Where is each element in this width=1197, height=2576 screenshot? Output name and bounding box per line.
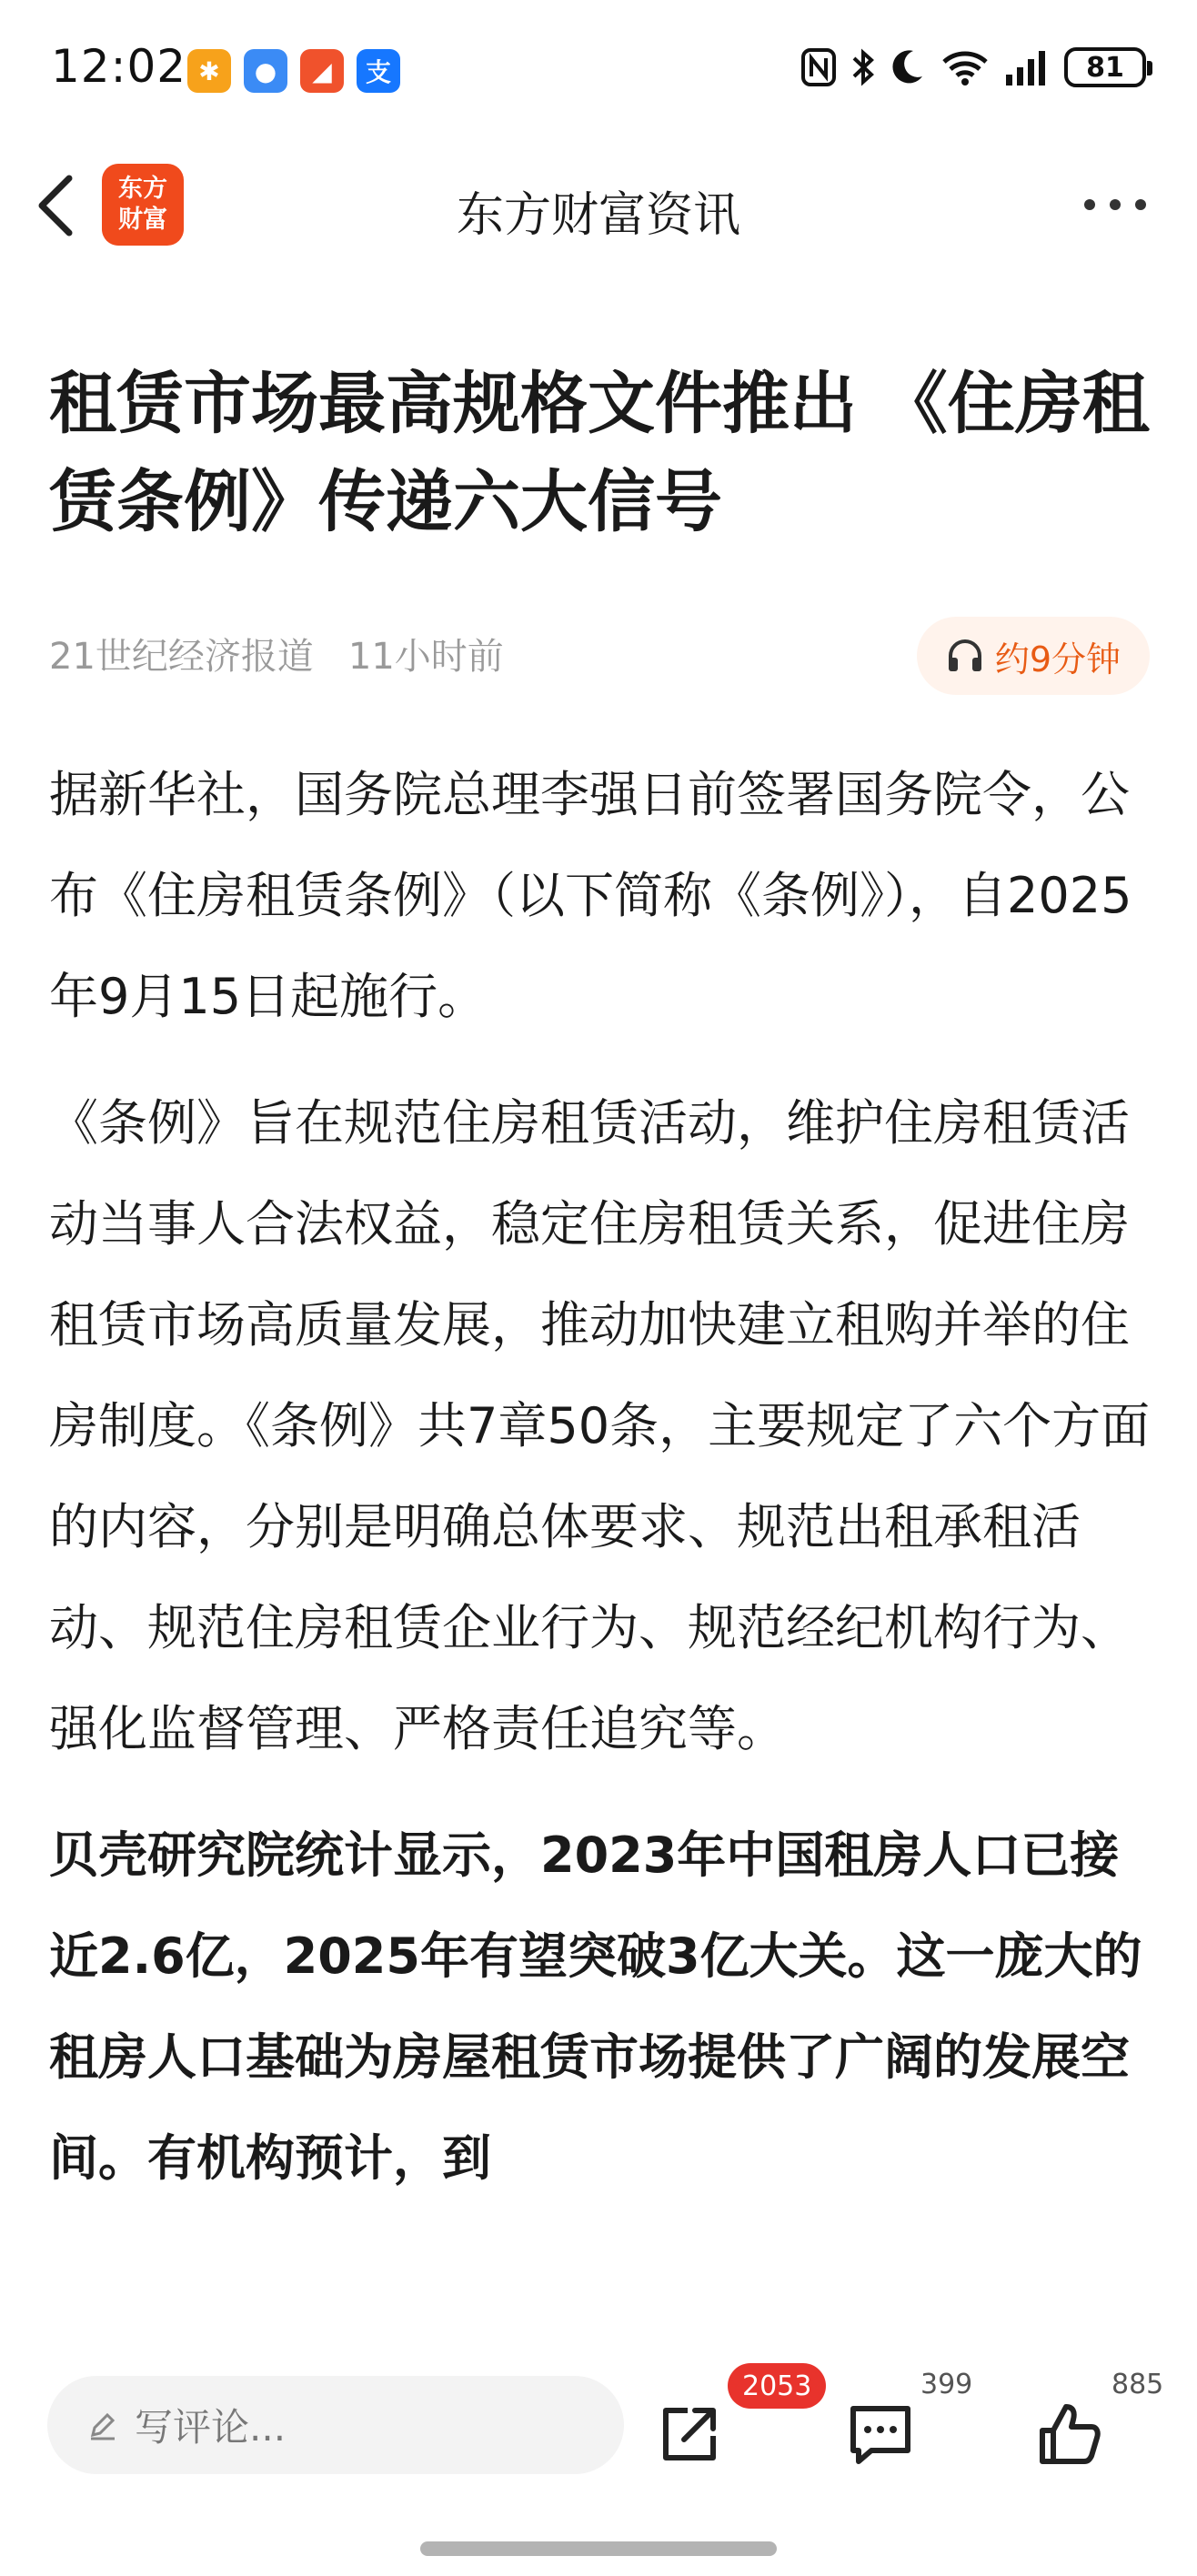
page-title: 东方财富资讯 [456,188,740,243]
wifi-icon [940,47,990,87]
article-body [49,744,1152,2234]
article-time: 11小时前 [347,636,504,678]
pencil-icon [87,2410,118,2440]
share-icon[interactable] [653,2398,726,2470]
comment-icon[interactable] [844,2398,917,2470]
alipay-notification-icon: 支 [357,49,400,93]
bluetooth-icon [851,47,875,87]
comment-input[interactable] [47,2376,624,2474]
signal-icon [1004,47,1050,87]
comment-count: 399 [920,2369,973,2400]
app-notification-icon: ◢ [300,49,344,93]
battery-indicator: 81 [1064,47,1146,87]
listen-duration: 约9分钟 [994,639,1121,679]
brand-logo-line2: 财富 [118,206,167,234]
article-meta [49,628,504,679]
home-indicator[interactable] [420,2541,777,2556]
headphones-icon [946,638,984,674]
brand-logo-line1: 东方 [118,175,167,203]
top-navigation-bar [0,136,1197,273]
app-notification-icon: ✱ [187,49,231,93]
more-dot [1084,199,1095,210]
more-options-icon[interactable] [1084,182,1146,227]
do-not-disturb-moon-icon [890,47,926,87]
more-dot [1135,199,1146,210]
system-icons [800,47,1146,87]
more-dot [1110,199,1121,210]
share-count-badge: 2053 [728,2363,826,2409]
article-paragraph: 贝壳研究院统计显示，2023年中国租房人口已接近2.6亿，2025年有望突破3亿大关。这一庞大的租房人口基础为房屋租赁市场提供了广阔的发展空间。有机构预计，到 [49,1826,1142,2187]
notification-icons [187,49,400,93]
nfc-icon [800,47,837,87]
status-bar [0,0,1197,136]
message-notification-icon: ● [244,49,287,93]
article-headline: 租赁市场最高规格文件推出 《住房租赁条例》传递六大信号 [49,365,1150,541]
like-count: 885 [1112,2369,1164,2400]
article-source[interactable]: 21世纪经济报道 [49,636,314,678]
article-paragraph: 据新华社，国务院总理李强日前签署国务院令，公布《住房租赁条例》（以下简称《条例》），自2025年9月15日起施行。 [49,766,1132,1025]
thumbs-up-icon[interactable] [1033,2398,1106,2470]
status-time: 12:02 [51,40,187,93]
content-fade [0,2318,1197,2349]
bottom-action-bar [0,2349,1197,2576]
listen-article-button[interactable] [917,617,1150,695]
article-paragraph: 《条例》旨在规范住房租赁活动，维护住房租赁活动当事人合法权益，稳定住房租赁关系，促进住房租赁市场高质量发展，推动加快建立租购并举的住房制度。《条例》共7章50条，主要规定了六个方面的内容，分别是明确总体要求、规范出租承租活动、规范住房租赁企业行为、规范经纪机构行为、强化监督管理、严格责任追究等。 [49,1094,1151,1757]
comment-placeholder: 写评论... [135,2405,287,2450]
